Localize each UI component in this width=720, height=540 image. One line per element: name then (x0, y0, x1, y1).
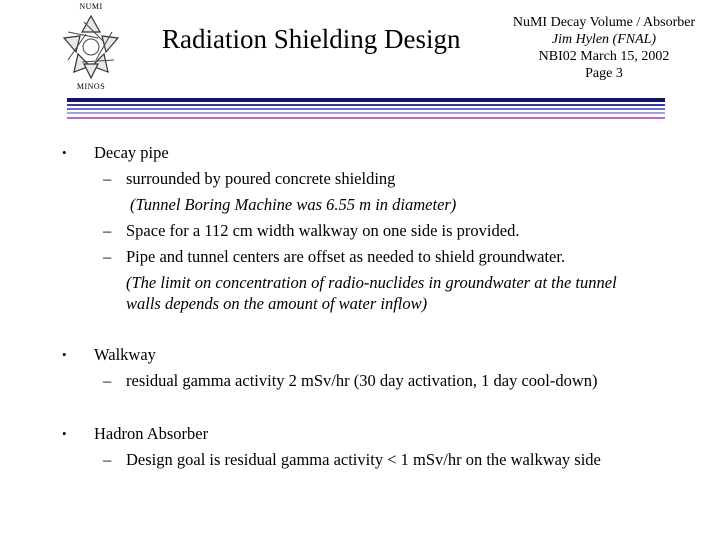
minos-logo (52, 2, 130, 94)
slide-title: Radiation Shielding Design (162, 24, 461, 54)
sub-dash: – (103, 450, 112, 469)
header-info (506, 14, 702, 82)
sub-note: walls depends on the amount of water inflow) (126, 294, 428, 313)
sub-item: Pipe and tunnel centers are offset as needed to shield groundwater. (126, 247, 566, 266)
sub-note: (Tunnel Boring Machine was 6.55 m in diameter) (130, 195, 457, 214)
info-event: NuMI Decay Volume / Absorber (512, 15, 696, 30)
info-page: Page 3 (585, 66, 623, 81)
sub-dash: – (103, 247, 112, 266)
sub-item: surrounded by poured concrete shielding (126, 169, 396, 188)
sub-dash: – (103, 371, 112, 390)
minos-star-icon (56, 12, 126, 82)
sub-dash: – (103, 169, 112, 188)
sub-dash: – (103, 221, 112, 240)
bullet-walkway: Walkway (94, 345, 156, 364)
bullet-hadron-absorber: Hadron Absorber (94, 424, 209, 443)
header-rule (67, 98, 665, 102)
bullet-decay-pipe: Decay pipe (94, 143, 169, 162)
sub-item: residual gamma activity 2 mSv/hr (30 day activation, 1 day cool-down) (126, 371, 598, 390)
bullet-marker: • (62, 145, 67, 160)
info-date: NBI02 March 15, 2002 (538, 49, 670, 64)
sub-item: Design goal is residual gamma activity < 1 mSv/hr on the walkway side (126, 450, 601, 469)
header-rule (67, 117, 665, 119)
bullet-marker: • (62, 426, 67, 441)
header-rule (67, 108, 665, 110)
bullet-marker: • (62, 347, 67, 362)
header-rule (67, 112, 665, 114)
sub-note: (The limit on concentration of radio-nuclides in groundwater at the tunnel (126, 273, 617, 292)
logo-top-text: NUMI (79, 2, 103, 11)
sub-item: Space for a 112 cm width walkway on one side is provided. (126, 221, 520, 240)
logo-bottom-text: MINOS (76, 82, 106, 91)
info-author: Jim Hylen (FNAL) (551, 32, 657, 47)
header-rule (67, 104, 665, 106)
